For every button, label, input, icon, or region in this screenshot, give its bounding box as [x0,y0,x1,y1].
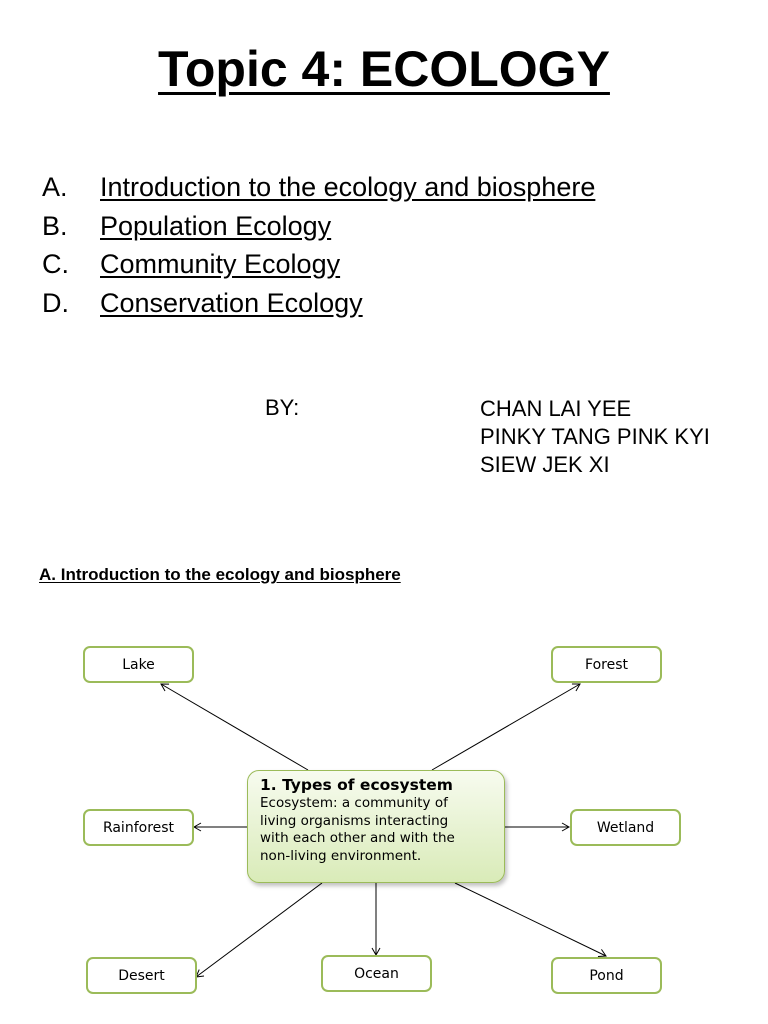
section-heading: A. Introduction to the ecology and biosphere [39,565,401,584]
author-name: SIEW JEK XI [480,452,610,477]
arrow-to-pond [455,883,606,956]
arrow-to-desert [196,883,322,977]
toc-letter: C. [42,249,69,279]
center-node-line: living organisms interacting [260,812,449,829]
node-pond: Pond [551,957,662,994]
page-title: Topic 4: ECOLOGY [158,41,610,97]
toc-letter: D. [42,287,69,318]
node-wetland: Wetland [570,809,681,846]
center-node-line: Ecosystem: a community of [260,795,448,811]
center-node-ecosystem [247,770,505,883]
toc-letter: A. [42,172,68,202]
node-lake: Lake [83,646,194,683]
arrow-to-forest [432,684,580,770]
node-rainforest: Rainforest [83,809,194,846]
toc-link[interactable]: Population Ecology [100,210,332,241]
node-desert: Desert [86,957,197,994]
node-ocean: Ocean [321,955,432,992]
by-label: BY: [265,395,300,420]
author-name: PINKY TANG PINK KYI [480,424,710,449]
node-forest: Forest [551,646,662,683]
toc-link[interactable]: Community Ecology [100,249,341,279]
toc-link[interactable]: Introduction to the ecology and biosphere [100,172,596,202]
center-node-line: non-living environment. [260,847,422,864]
center-node-title: 1. Types of ecosystem [260,776,453,794]
center-node-line: with each other and with the [260,830,455,846]
toc-letter: B. [42,210,68,241]
toc-link[interactable]: Conservation Ecology [100,287,363,318]
author-name: CHAN LAI YEE [480,396,632,421]
arrow-to-lake [161,684,308,770]
